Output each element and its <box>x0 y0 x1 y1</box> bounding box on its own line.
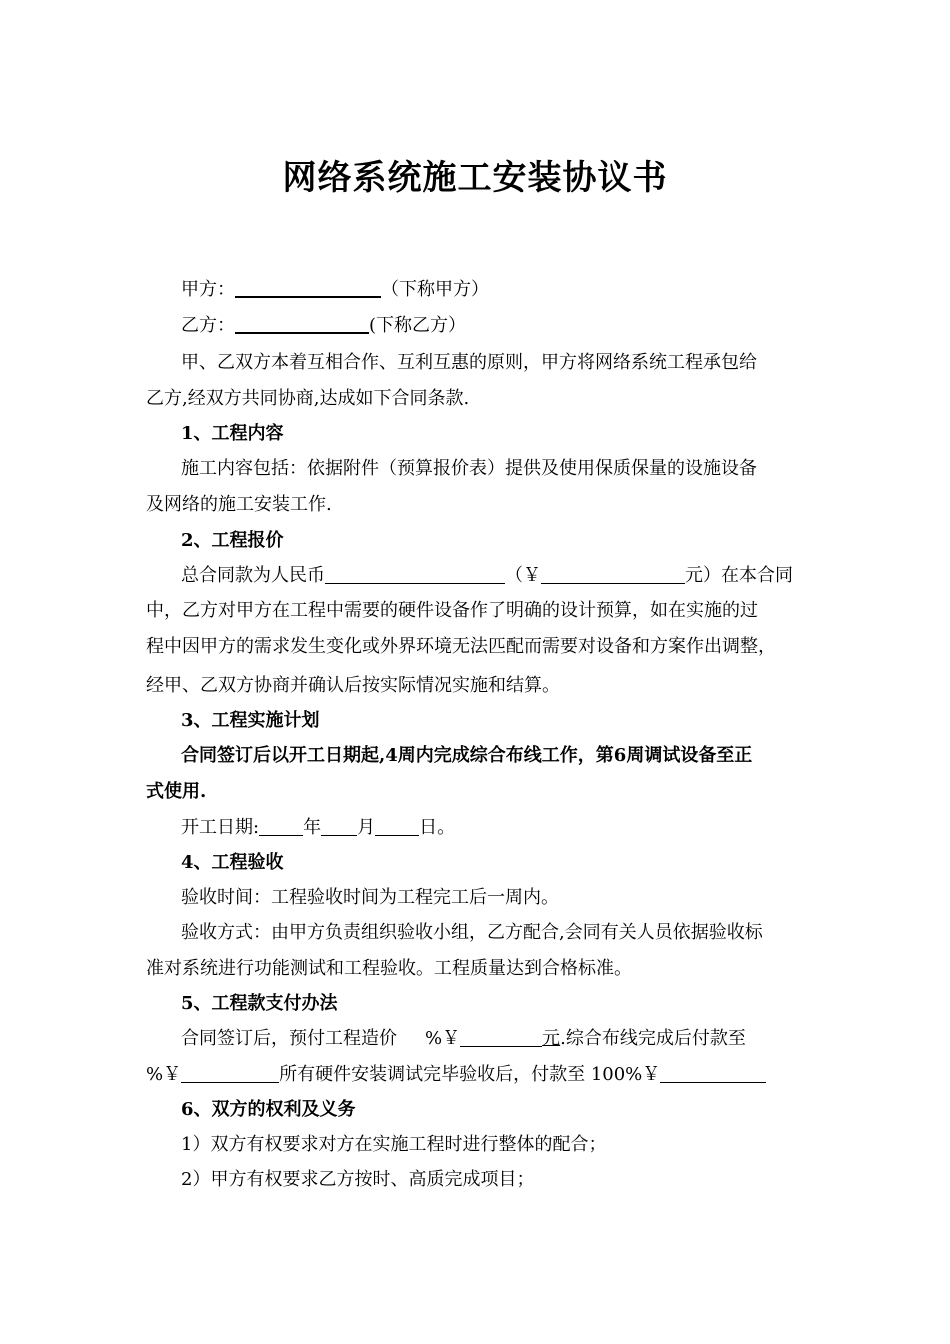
acceptance-time: 验收时间：工程验收时间为工程完工后一周内。 <box>181 887 559 908</box>
party-b-suffix: (下称乙方） <box>369 315 467 336</box>
start-date-line <box>181 816 455 840</box>
section-2-heading: 2、工程报价 <box>181 530 284 551</box>
section-5-line-1 <box>181 1027 746 1051</box>
section-4-heading: 4、工程验收 <box>181 852 284 873</box>
party-b-line <box>181 314 466 338</box>
section-1-line-1: 施工内容包括：依据附件（预算报价表）提供及使用保质保量的设施设备 <box>181 458 757 479</box>
party-b-label: 乙方： <box>181 315 235 336</box>
party-a-line <box>181 278 489 302</box>
prepay-label: 合同签订后，预付工程造价 <box>181 1028 397 1049</box>
month-label: 月 <box>357 817 376 838</box>
prepay-yuan: 元 <box>542 1028 561 1049</box>
section-3-line-1: 合同签订后以开工日期起,4周内完成综合布线工作，第6周调试设备至正 <box>181 745 753 766</box>
section-1-line-2: 及网络的施工安装工作. <box>146 494 332 515</box>
acceptance-method-2: 准对系统进行功能测试和工程验收。工程质量达到合格标准。 <box>146 958 632 979</box>
section-5-heading: 5、工程款支付办法 <box>181 993 338 1014</box>
prepay-amount-blank[interactable] <box>460 1028 542 1047</box>
party-b-blank[interactable] <box>235 314 369 334</box>
section-3-heading: 3、工程实施计划 <box>181 710 320 731</box>
contract-amount-suffix: 元）在本合同 <box>685 565 793 586</box>
rights-item-1: 1）双方有权要求对方在实施工程时进行整体的配合； <box>181 1134 607 1155</box>
rights-item-2: 2）甲方有权要求乙方按时、高质完成项目； <box>181 1169 535 1190</box>
intro-line-2: 乙方,经双方共同协商,达成如下合同条款. <box>146 388 470 409</box>
final-payment-label: 所有硬件安装调试完毕验收后，付款至 100%￥ <box>279 1064 661 1085</box>
party-a-suffix: （下称甲方） <box>381 279 489 300</box>
contract-total-label: 总合同款为人民币 <box>181 565 325 586</box>
section-2-line-4: 经甲、乙双方协商并确认后按实际情况实施和结算。 <box>146 675 560 696</box>
party-a-blank[interactable] <box>235 278 381 298</box>
year-label: 年 <box>303 817 322 838</box>
contract-amount-blank[interactable] <box>541 565 685 584</box>
year-blank[interactable] <box>259 817 303 836</box>
yuan-symbol-open: （￥ <box>505 565 541 586</box>
month-blank[interactable] <box>321 817 357 836</box>
cabling-percent-symbol: %￥ <box>146 1064 182 1085</box>
section-2-line-2: 中，乙方对甲方在工程中需要的硬件设备作了明确的设计预算，如在实施的过 <box>146 600 758 621</box>
start-date-label: 开工日期: <box>181 817 260 838</box>
cabling-amount-blank[interactable] <box>181 1064 279 1083</box>
section-5-line-2 <box>146 1063 766 1087</box>
document-title: 网络系统施工安装协议书 <box>282 158 668 198</box>
section-6-heading: 6、双方的权利及义务 <box>181 1099 356 1120</box>
cabling-payment-label: .综合布线完成后付款至 <box>560 1028 746 1049</box>
party-a-label: 甲方： <box>181 279 235 300</box>
section-2-line-3: 程中因甲方的需求发生变化或外界环境无法匹配而需要对设备和方案作出调整， <box>146 636 776 657</box>
final-amount-blank[interactable] <box>660 1064 766 1083</box>
prepay-percent-symbol: %￥ <box>425 1028 461 1049</box>
day-label: 日。 <box>419 817 456 838</box>
intro-line-1: 甲、乙双方本着互相合作、互利互惠的原则，甲方将网络系统工程承包给 <box>181 352 757 373</box>
day-blank[interactable] <box>375 817 419 836</box>
section-1-heading: 1、工程内容 <box>181 423 284 444</box>
contract-total-blank[interactable] <box>325 565 505 584</box>
section-3-line-2: 式使用. <box>146 781 207 802</box>
acceptance-method-1: 验收方式：由甲方负责组织验收小组，乙方配合,会同有关人员依据验收标 <box>181 922 763 943</box>
section-2-line-1 <box>181 564 793 588</box>
